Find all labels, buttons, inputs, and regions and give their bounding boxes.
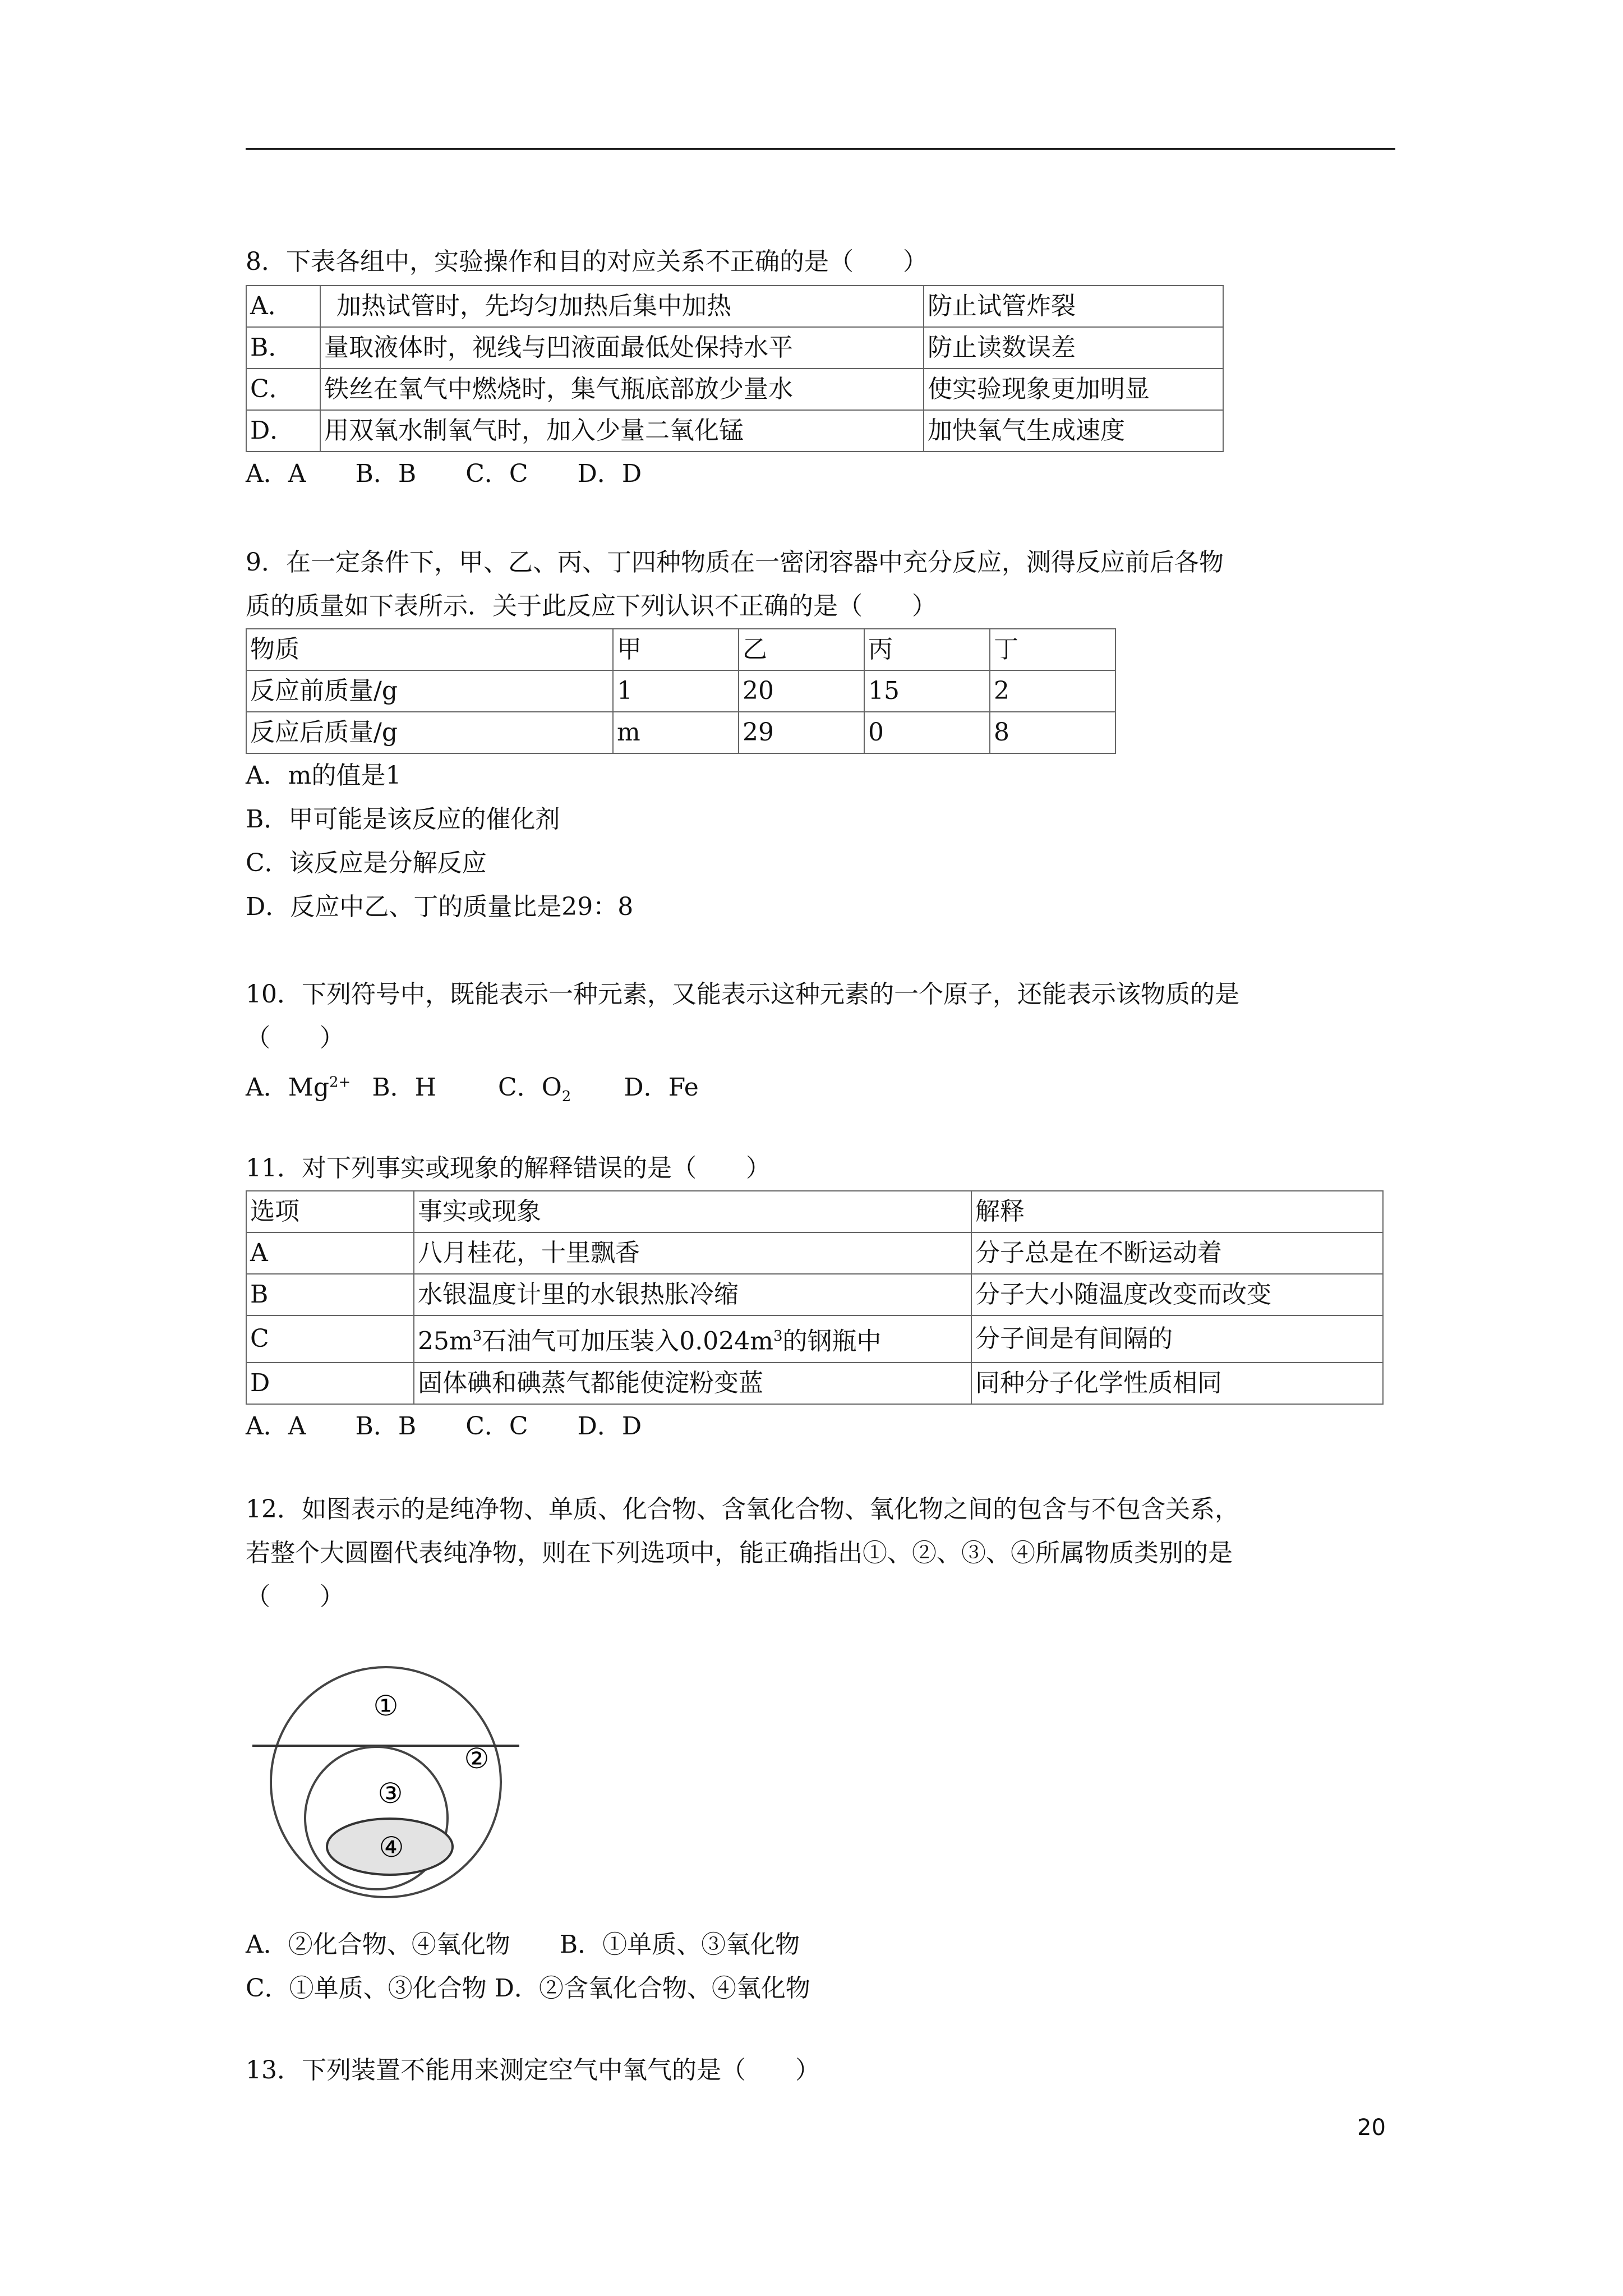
question-9-table <box>246 628 1116 754</box>
table-row <box>246 629 1115 670</box>
table-cell: 事实或现象 <box>414 1191 971 1232</box>
question-10-option-d: D．Fe <box>624 1073 699 1102</box>
table-cell: B <box>246 1274 414 1315</box>
table-cell: 甲 <box>613 629 739 670</box>
table-cell: 同种分子化学性质相同 <box>971 1363 1383 1404</box>
table-cell: 八月桂花，十里飘香 <box>414 1232 971 1274</box>
table-cell: 丙 <box>864 629 990 670</box>
table-row <box>246 670 1115 712</box>
table-row <box>246 369 1223 410</box>
table-cell: 铁丝在氧气中燃烧时，集气瓶底部放少量水 <box>320 369 924 410</box>
question-9-stem-line1: 9．在一定条件下，甲、乙、丙、丁四种物质在一密闭容器中充分反应，测得反应前后各物 <box>246 548 1224 577</box>
table-row <box>246 410 1223 452</box>
question-10-stem-line1: 10．下列符号中，既能表示一种元素，又能表示这种元素的一个原子，还能表示该物质的是 <box>246 980 1239 1009</box>
table-cell: B． <box>246 327 320 369</box>
question-12-stem-line1: 12．如图表示的是纯净物、单质、化合物、含氧化合物、氧化物之间的包含与不包含关系， <box>246 1495 1239 1524</box>
table-row <box>246 1274 1383 1315</box>
table-row <box>246 1232 1383 1274</box>
table-cell: 反应后质量/g <box>246 712 613 753</box>
label-2: ② <box>464 1742 490 1775</box>
table-row <box>246 327 1223 369</box>
question-12-options <box>246 1923 1395 2010</box>
table-cell: 防止读数误差 <box>924 327 1223 369</box>
table-cell: 物质 <box>246 629 613 670</box>
table-row <box>246 1363 1383 1404</box>
question-8-options: A．A B．B C．C D．D <box>246 459 642 488</box>
table-row <box>246 286 1223 327</box>
table-cell: 分子间是有间隔的 <box>971 1315 1383 1363</box>
question-9-option-b: B．甲可能是该反应的催化剂 <box>246 805 560 834</box>
table-cell: D <box>246 1363 414 1404</box>
question-12-options-ab: A．②化合物、④氧化物 B．①单质、③氧化物 <box>246 1930 800 1959</box>
header-rule <box>246 148 1395 150</box>
table-cell: C <box>246 1315 414 1363</box>
table-cell: 加热试管时，先均匀加热后集中加热 <box>320 286 924 327</box>
venn-diagram <box>246 1662 537 1908</box>
table-cell: 加快氧气生成速度 <box>924 410 1223 452</box>
question-9 <box>246 541 1395 929</box>
table-cell: 乙 <box>739 629 864 670</box>
question-9-option-a: A．m的值是1 <box>246 761 402 790</box>
table-cell: 0 <box>864 712 990 753</box>
table-cell: $25m^3$石油气可加压装入$0.024m^3$的钢瓶中 <box>414 1315 971 1363</box>
question-8-stem: 8．下表各组中，实验操作和目的对应关系不正确的是（ ） <box>246 247 928 276</box>
question-9-stem-line2: 质的质量如下表所示．关于此反应下列认识不正确的是（ ） <box>246 592 937 620</box>
question-8 <box>246 240 1395 496</box>
table-cell: 20 <box>739 670 864 712</box>
table-cell: 2 <box>990 670 1115 712</box>
table-cell: 防止试管炸裂 <box>924 286 1223 327</box>
question-10-option-c: C．$O_2$ <box>498 1073 571 1105</box>
question-10-options <box>246 1060 1395 1118</box>
table-cell: A <box>246 1232 414 1274</box>
table-row <box>246 1191 1383 1232</box>
table-cell: 用双氧水制氧气时，加入少量二氧化锰 <box>320 410 924 452</box>
table-cell: 分子总是在不断运动着 <box>971 1232 1383 1274</box>
table-cell: m <box>613 712 739 753</box>
label-1: ① <box>373 1690 399 1722</box>
label-3: ③ <box>377 1777 403 1810</box>
question-11 <box>246 1147 1395 1448</box>
question-13 <box>246 2049 1395 2092</box>
table-cell: 8 <box>990 712 1115 753</box>
table-cell: 15 <box>864 670 990 712</box>
table-cell: A． <box>246 286 320 327</box>
table-cell: 29 <box>739 712 864 753</box>
question-10-option-a: A．$Mg^{2+}$ <box>246 1073 351 1102</box>
question-12-options-cd: C．①单质、③化合物 D．②含氧化合物、④氧化物 <box>246 1974 810 2003</box>
table-cell: D． <box>246 410 320 452</box>
table-cell: 解释 <box>971 1191 1383 1232</box>
question-9-option-d: D．反应中乙、丁的质量比是29：8 <box>246 892 634 921</box>
question-12-stem-line2: 若整个大圆圈代表纯净物，则在下列选项中，能正确指出①、②、③、④所属物质类别的是 <box>246 1539 1233 1567</box>
table-cell: 使实验现象更加明显 <box>924 369 1223 410</box>
table-cell: 1 <box>613 670 739 712</box>
table-cell: 选项 <box>246 1191 414 1232</box>
question-13-stem: 13．下列装置不能用来测定空气中氧气的是（ ） <box>246 2056 820 2085</box>
table-cell: 固体碘和碘蒸气都能使淀粉变蓝 <box>414 1363 971 1404</box>
table-cell: 水银温度计里的水银热胀冷缩 <box>414 1274 971 1315</box>
table-row <box>246 712 1115 753</box>
question-12 <box>246 1488 1395 1619</box>
question-11-stem: 11．对下列事实或现象的解释错误的是（ ） <box>246 1154 771 1182</box>
label-4: ④ <box>379 1831 404 1864</box>
table-row <box>246 1315 1383 1363</box>
question-9-option-c: C．该反应是分解反应 <box>246 849 487 877</box>
question-8-table <box>246 285 1224 452</box>
table-cell: 丁 <box>990 629 1115 670</box>
page-number: 20 <box>1357 2115 1386 2141</box>
table-cell: 分子大小随温度改变而改变 <box>971 1274 1383 1315</box>
question-12-stem-line3: （ ） <box>246 1582 344 1611</box>
question-10-option-b: B．H <box>372 1073 437 1102</box>
question-10-stem-line2: （ ） <box>246 1024 344 1052</box>
table-cell: C． <box>246 369 320 410</box>
question-10 <box>246 973 1395 1118</box>
question-11-options: A．A B．B C．C D．D <box>246 1411 642 1441</box>
question-11-table <box>246 1190 1384 1405</box>
table-cell: 反应前质量/g <box>246 670 613 712</box>
table-cell: 量取液体时，视线与凹液面最低处保持水平 <box>320 327 924 369</box>
